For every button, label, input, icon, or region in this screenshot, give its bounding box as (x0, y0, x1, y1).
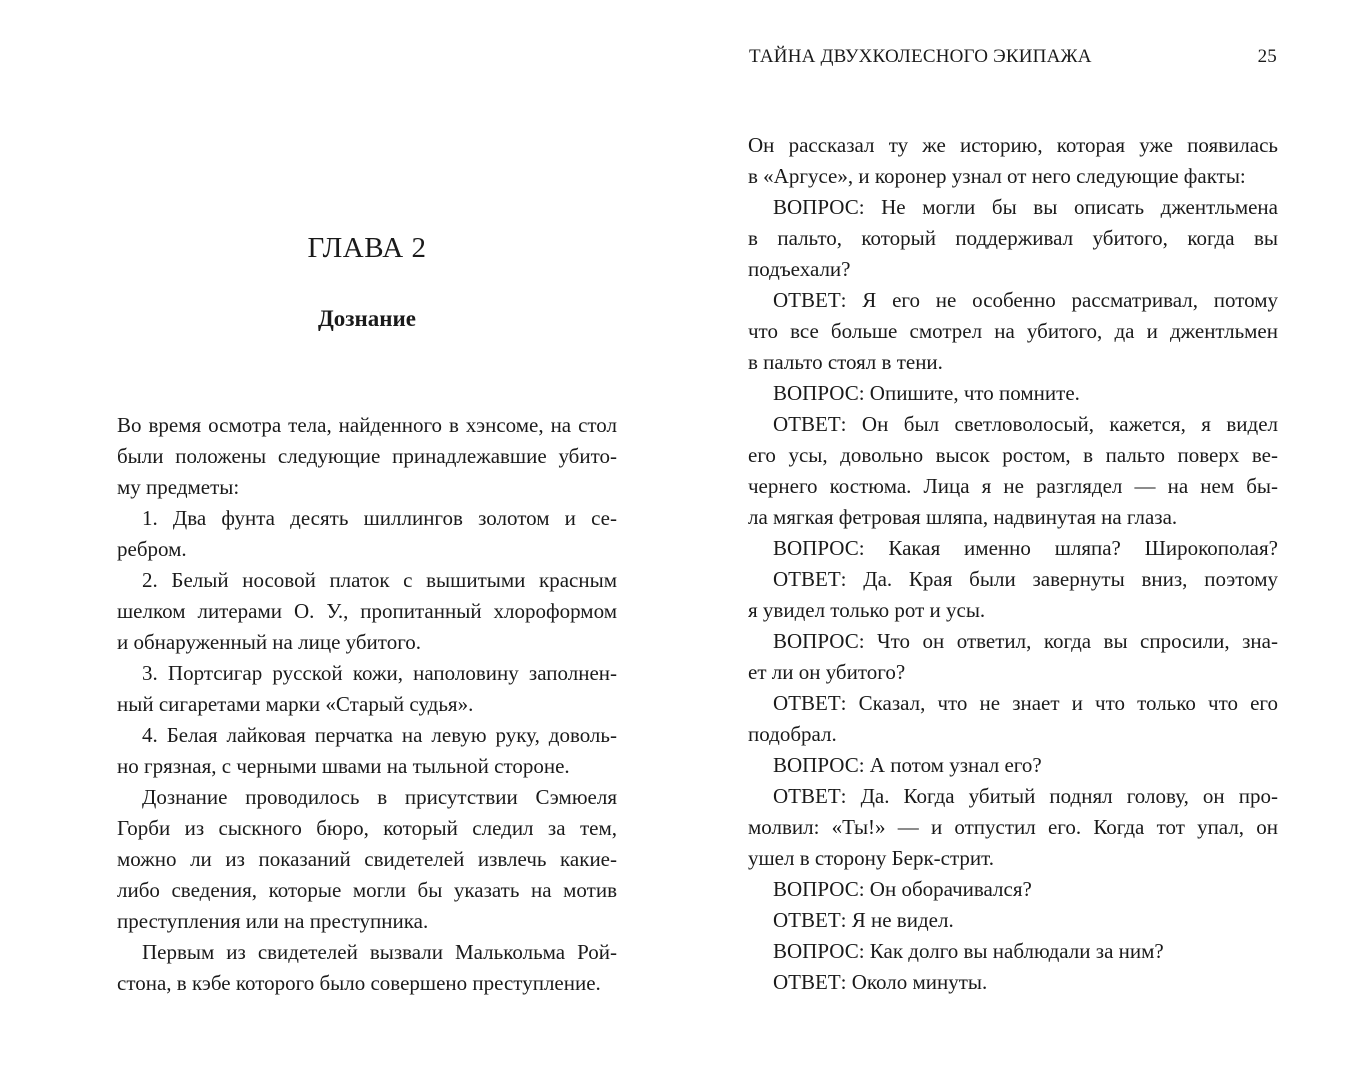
text-line: ный сигаретами марки «Старый судья». (117, 692, 474, 716)
text-line: Во время осмотра тела, найденного в хэнсоме, на стол (117, 413, 617, 437)
text-line: Он рассказал ту же историю, которая уже появилась (748, 133, 1278, 157)
right-page (685, 0, 1370, 1080)
text-line: 3. Портсигар русской кожи, наполовину заполнен- (142, 661, 617, 685)
left-page-body-text (117, 410, 617, 999)
text-line: Первым из свидетелей вызвали Малькольма Рой- (142, 940, 617, 964)
text-line: подъехали? (748, 257, 851, 281)
text-line: были положены следующие принадлежавшие убито- (117, 444, 617, 468)
text-line: ВОПРОС: Какая именно шляпа? Широкополая? (773, 536, 1278, 560)
text-line: подобрал. (748, 722, 837, 746)
text-line: чернего костюма. Лица я не разглядел — на нем бы- (748, 474, 1278, 498)
text-line: молвил: «Ты!» — и отпустил его. Когда тот упал, он (748, 815, 1278, 839)
text-line: ВОПРОС: Не могли бы вы описать джентльмена (773, 195, 1278, 219)
text-line: что все больше смотрел на убитого, да и джентльмен (748, 319, 1278, 343)
text-line: преступления или на преступника. (117, 909, 429, 933)
text-line: ОТВЕТ: Я его не особенно рассматривал, потому (773, 288, 1278, 312)
text-line: в пальто стоял в тени. (748, 350, 943, 374)
text-line: ушел в сторону Берк-стрит. (748, 846, 995, 870)
text-line: ОТВЕТ: Около минуты. (773, 970, 988, 994)
running-head (749, 46, 1277, 72)
text-line: ребром. (117, 537, 187, 561)
chapter-title: Дознание (317, 306, 417, 331)
text-line: ОТВЕТ: Он был светловолосый, кажется, я видел (773, 412, 1278, 436)
text-line: ВОПРОС: А потом узнал его? (773, 753, 1042, 777)
text-line: ВОПРОС: Опишите, что помните. (773, 381, 1080, 405)
text-line: ОТВЕТ: Сказал, что не знает и что только что его (773, 691, 1278, 715)
text-line: либо сведения, которые могли бы указать на мотив (117, 878, 617, 902)
text-line: но грязная, с черными швами на тыльной стороне. (117, 754, 570, 778)
running-title: ТАЙНА ДВУХКОЛЕСНОГО ЭКИПАЖА (749, 46, 1092, 67)
page-number: 25 (1257, 46, 1277, 67)
text-line: ОТВЕТ: Я не видел. (773, 908, 954, 932)
text-line: ОТВЕТ: Да. Когда убитый поднял голову, он про- (773, 784, 1278, 808)
text-line: можно ли из показаний свидетелей извлечь какие- (117, 847, 617, 871)
text-line: я увидел только рот и усы. (748, 598, 986, 622)
text-line: в пальто, который поддерживал убитого, когда вы (748, 226, 1278, 250)
text-line: ВОПРОС: Что он ответил, когда вы спросили, зна- (773, 629, 1278, 653)
text-line: 1. Два фунта десять шиллингов золотом и се- (142, 506, 617, 530)
text-line: стона, в кэбе которого было совершено преступление. (117, 971, 601, 995)
text-line: Дознание проводилось в присутствии Сэмюеля (142, 785, 617, 809)
chapter-number: ГЛАВА 2 (307, 232, 427, 264)
text-line: Горби из сыскного бюро, который следил за тем, (117, 816, 617, 840)
text-line: его усы, довольно высок ростом, в пальто поверх ве- (748, 443, 1278, 467)
text-line: 4. Белая лайковая перчатка на левую руку, доволь- (142, 723, 617, 747)
text-line: и обнаруженный на лице убитого. (117, 630, 422, 654)
text-line: му предметы: (117, 475, 240, 499)
text-line: ОТВЕТ: Да. Края были завернуты вниз, поэтому (773, 567, 1278, 591)
text-line: ет ли он убитого? (748, 660, 906, 684)
text-line: ВОПРОС: Он оборачивался? (773, 877, 1032, 901)
text-line: шелком литерами О. У., пропитанный хлороформом (117, 599, 617, 623)
right-page-body-text (748, 130, 1278, 998)
text-line: в «Аргусе», и коронер узнал от него следующие факты: (748, 164, 1246, 188)
text-line: 2. Белый носовой платок с вышитыми красным (142, 568, 617, 592)
text-line: ла мягкая фетровая шляпа, надвинутая на глаза. (748, 505, 1178, 529)
text-line: ВОПРОС: Как долго вы наблюдали за ним? (773, 939, 1164, 963)
